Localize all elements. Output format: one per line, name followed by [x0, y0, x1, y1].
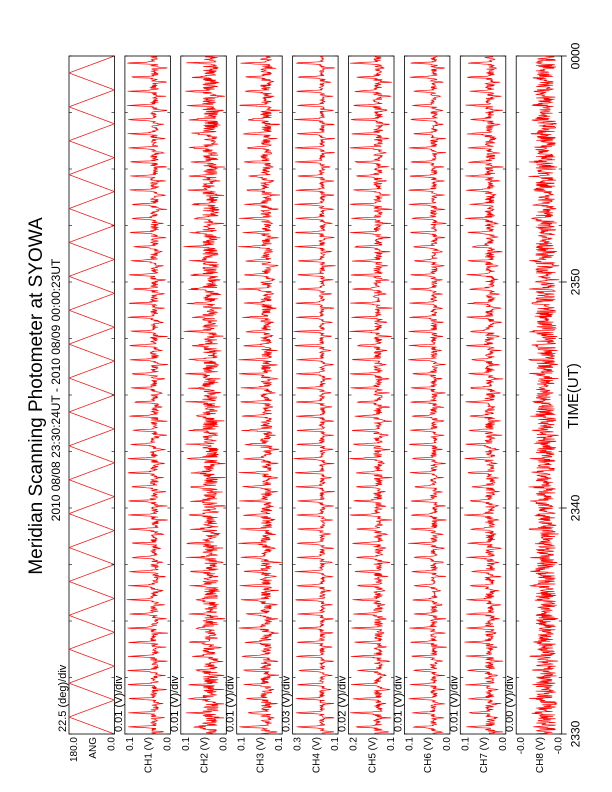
- panel-frame: [125, 56, 170, 734]
- panel-ymin-label: 0.1: [386, 737, 397, 751]
- panel-ymin-label: 0.0: [497, 737, 509, 751]
- panel-scale-label: 0.02 (V)/div: [336, 675, 349, 732]
- panel-ymin-label: 0.1: [330, 737, 342, 751]
- series-trace-ch3: [238, 56, 281, 734]
- series-trace-ch6: [408, 56, 447, 734]
- chart-subtitle: 2010 08/08 23:30:24UT - 2010 08/09 00:00:23UT: [49, 258, 63, 522]
- x-tick-label: 2340: [568, 494, 583, 522]
- panel-ymax-label: 0.1: [404, 737, 416, 751]
- panel-frame: [69, 56, 115, 734]
- x-axis-label: TIME(UT): [565, 363, 582, 429]
- series-trace-ch2: [183, 56, 225, 734]
- panel-ch8: [504, 56, 565, 773]
- panel-ch3: [225, 56, 286, 773]
- panel-ch1: [113, 56, 173, 773]
- series-trace-ch5: [349, 56, 392, 734]
- panel-scale-label: 0.01 (V)/div: [168, 675, 181, 732]
- panel-ymax-label: 0.3: [292, 737, 304, 751]
- panel-ymax-label: 0.1: [180, 737, 192, 751]
- panel-channel-label: CH1 (V): [143, 737, 155, 774]
- panel-frame: [293, 56, 339, 734]
- panel-ymax-label: 180.0: [69, 737, 80, 763]
- panel-frame: [181, 56, 227, 734]
- panel-scale-label: 0.01 (V)/div: [224, 675, 237, 732]
- panel-frame: [349, 56, 395, 734]
- x-tick-label: 0000: [568, 42, 583, 70]
- panel-ymin-label: 0.0: [162, 737, 174, 751]
- x-tick-label: 2330: [568, 720, 583, 748]
- panel-ymin-label: -0.0: [553, 737, 565, 755]
- series-trace-ch8: [529, 56, 560, 734]
- panel-ch4: [281, 56, 342, 773]
- panel-ch2: [169, 56, 230, 773]
- chart-title: Meridian Scanning Photometer at SYOWA: [26, 217, 47, 575]
- panel-ymax-label: 0.2: [348, 737, 360, 751]
- panel-channel-label: CH2 (V): [199, 737, 211, 774]
- series-trace-ch4: [294, 56, 336, 734]
- panel-scale-label: 0.00 (V)/div: [504, 675, 517, 732]
- panel-scale-label: 0.01 (V)/div: [448, 675, 461, 732]
- panel-ch6: [392, 56, 453, 773]
- panel-channel-label: CH4 (V): [311, 737, 323, 774]
- panel-group: [57, 56, 565, 773]
- panel-frame: [516, 56, 562, 734]
- panel-ymin-label: 0.0: [441, 737, 453, 751]
- panel-frame: [237, 56, 283, 734]
- panel-channel-label: CH8 (V): [534, 737, 546, 774]
- panel-ymin-label: 0.0: [218, 737, 230, 751]
- panel-ymax-label: 0.1: [460, 737, 472, 751]
- panel-scale-label: 0.01 (V)/div: [112, 675, 125, 732]
- panel-ymax-label: -0.0: [516, 737, 528, 755]
- panel-frame: [404, 56, 450, 734]
- series-trace-ch1: [127, 56, 168, 734]
- panel-ch7: [448, 56, 509, 773]
- x-tick-label: 2350: [568, 268, 583, 296]
- panel-channel-label: CH3 (V): [255, 737, 267, 774]
- panel-scale-label: 0.03 (V)/div: [280, 675, 293, 732]
- series-trace-ch7: [464, 56, 503, 734]
- panel-ymax-label: 0.1: [124, 737, 136, 751]
- panel-ymax-label: 0.1: [236, 737, 248, 751]
- panel-ang: [57, 56, 118, 762]
- panel-ch5: [337, 56, 398, 773]
- panel-channel-label: CH5 (V): [367, 737, 379, 774]
- panel-channel-label: CH7 (V): [479, 737, 491, 774]
- panel-channel-label: ANG: [87, 737, 99, 759]
- panel-scale-label: 0.01 (V)/div: [392, 675, 405, 732]
- panel-channel-label: CH6 (V): [423, 737, 435, 774]
- panel-frame: [460, 56, 506, 734]
- panel-ymin-label: 0.0: [106, 737, 118, 751]
- panel-ymin-label: 0.1: [274, 737, 286, 751]
- panel-scale-label: 22.5 (deg)/div: [57, 664, 69, 732]
- series-trace-ang: [70, 56, 114, 734]
